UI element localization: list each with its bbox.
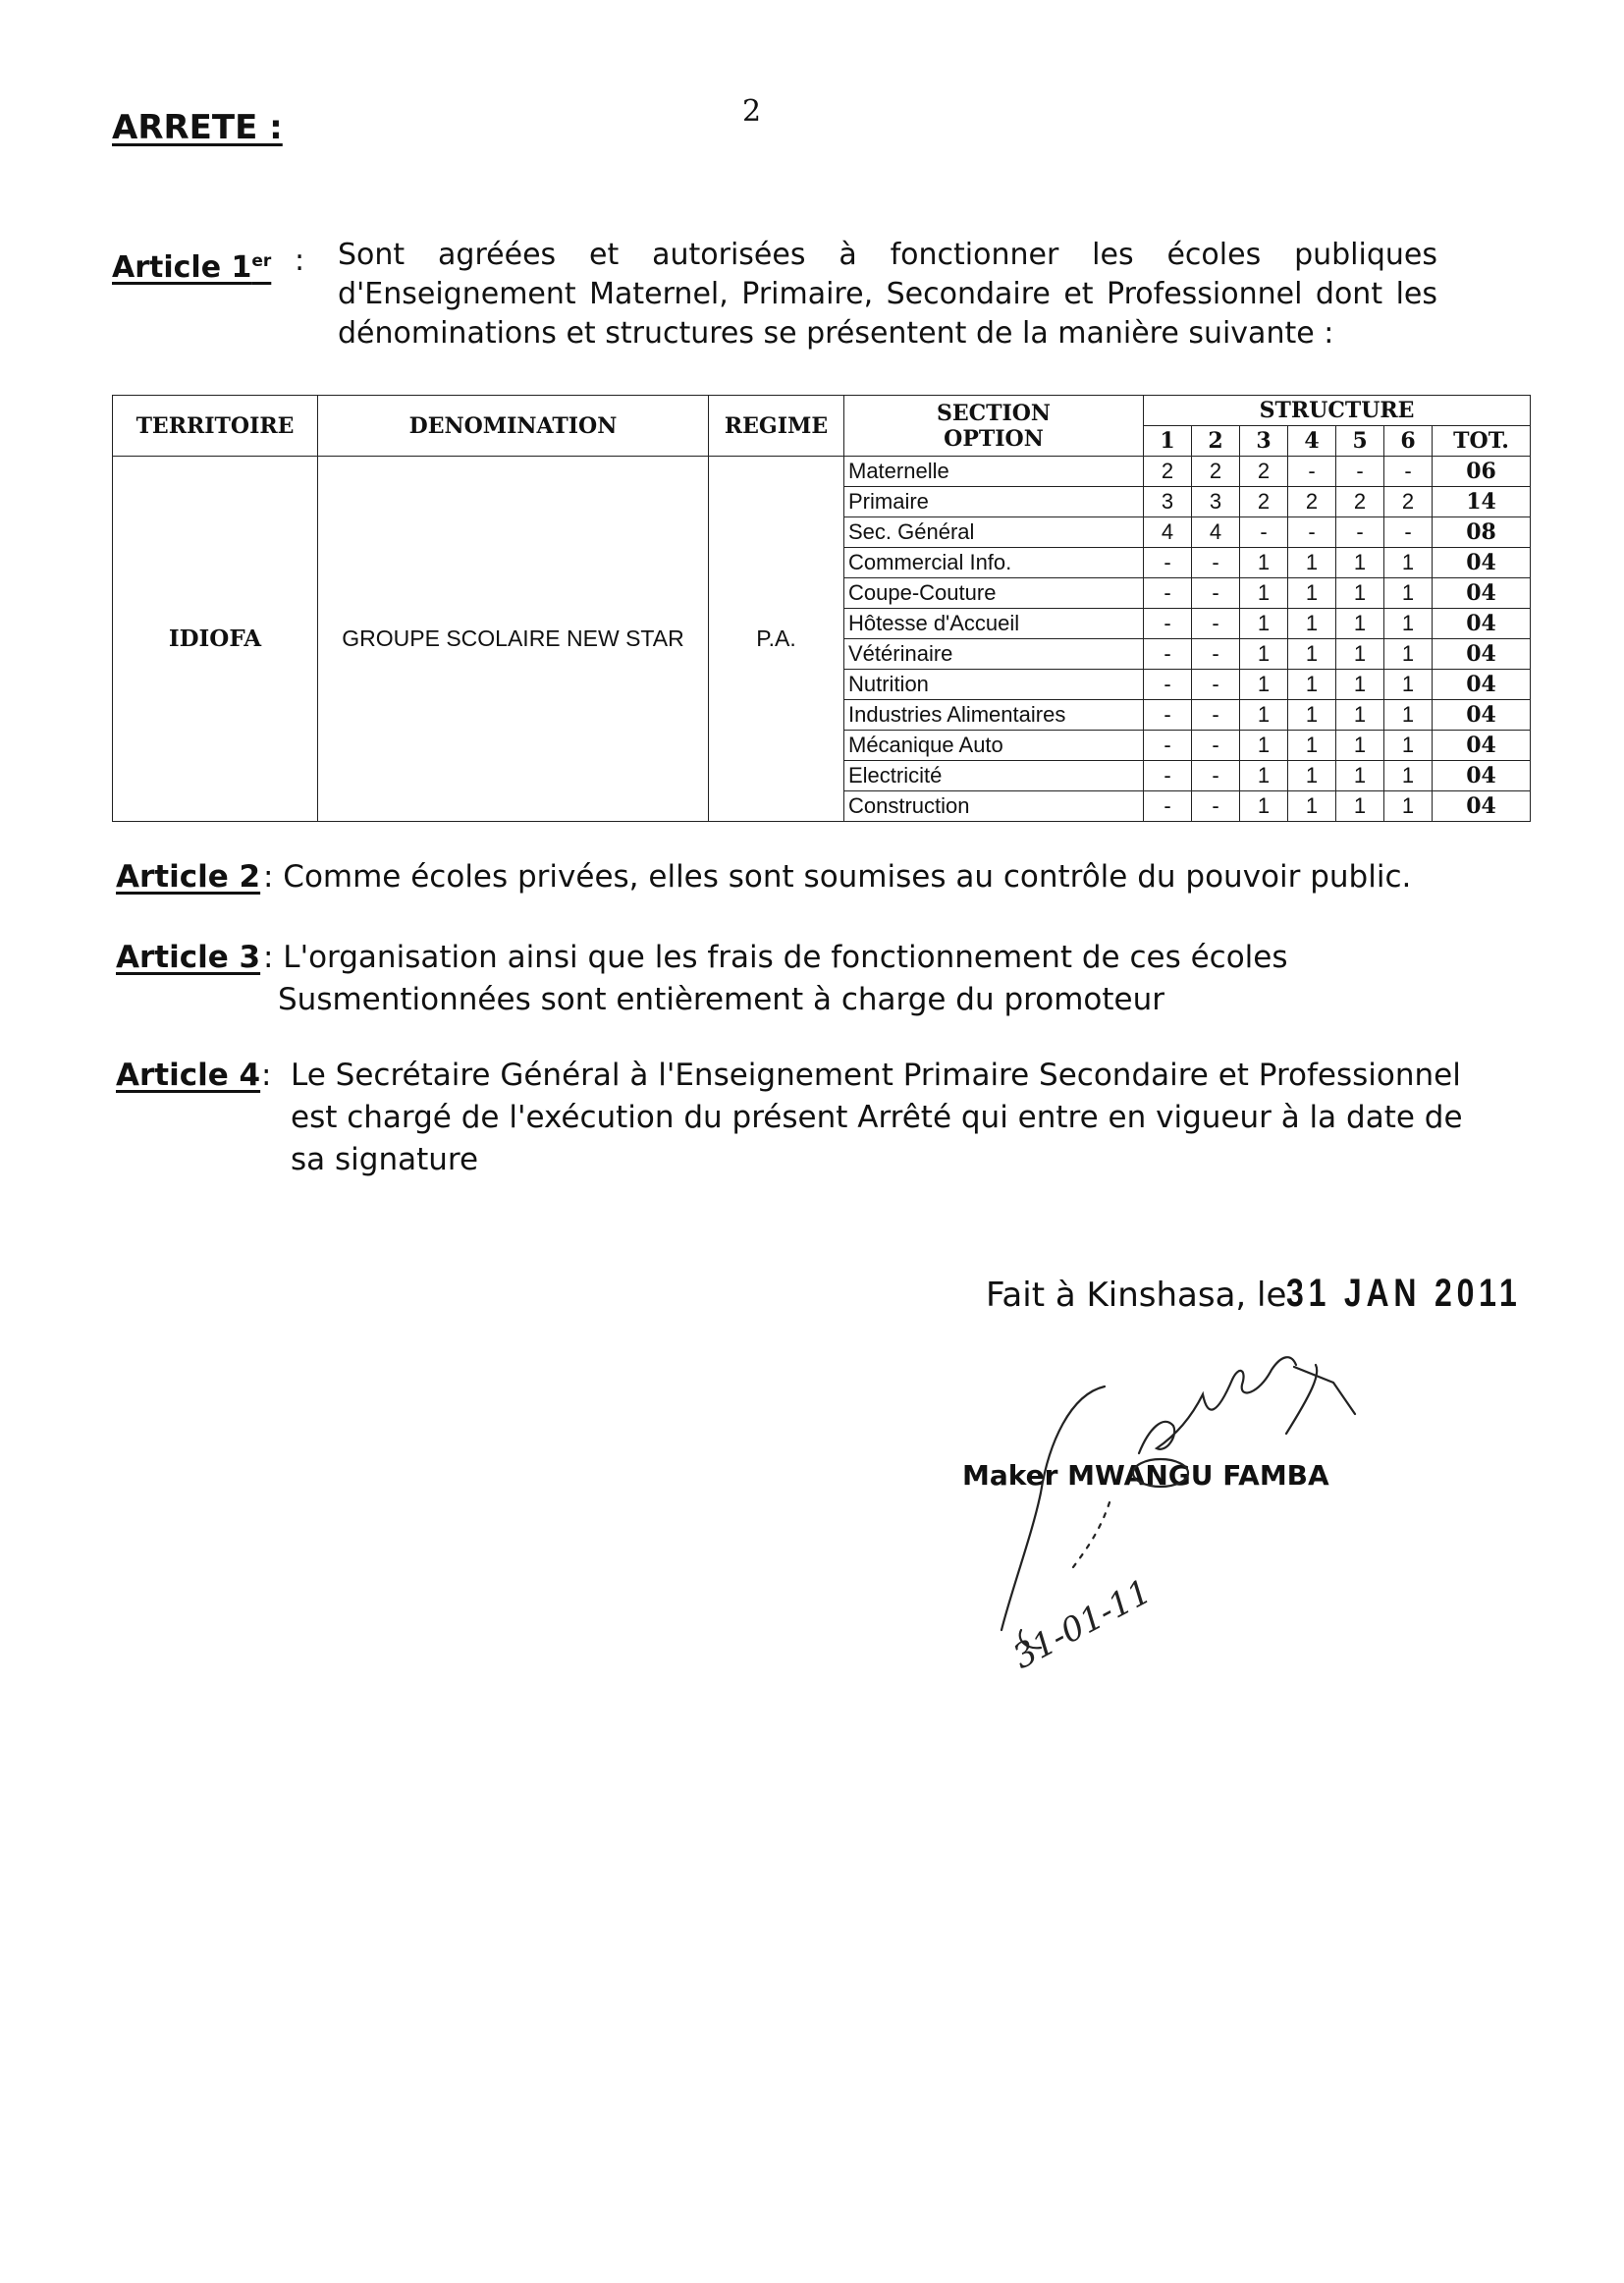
value-cell: - bbox=[1336, 517, 1384, 548]
value-cell: 2 bbox=[1288, 487, 1336, 517]
value-cell: 4 bbox=[1192, 517, 1240, 548]
value-cell: - bbox=[1240, 517, 1288, 548]
article-2-text: : Comme écoles privées, elles sont soumises au contrôle du pouvoir public. bbox=[263, 859, 1412, 895]
header-section: SECTION bbox=[936, 400, 1052, 426]
header-col-3: 3 bbox=[1240, 426, 1288, 457]
signature-stroke bbox=[1001, 1386, 1105, 1630]
value-cell: 1 bbox=[1384, 761, 1433, 791]
value-cell: 1 bbox=[1240, 670, 1288, 700]
value-cell: - bbox=[1192, 670, 1240, 700]
value-cell: - bbox=[1384, 517, 1433, 548]
total-cell: 04 bbox=[1433, 791, 1531, 822]
value-cell: 1 bbox=[1240, 791, 1288, 822]
article-3-line-2: Susmentionnées sont entièrement à charge du promoteur bbox=[278, 982, 1164, 1017]
header-col-6: 6 bbox=[1384, 426, 1433, 457]
value-cell: - bbox=[1288, 457, 1336, 487]
value-cell: - bbox=[1144, 548, 1192, 578]
value-cell: 1 bbox=[1288, 639, 1336, 670]
article-1-colon: : bbox=[295, 244, 305, 278]
section-cell: Maternelle bbox=[844, 457, 1144, 487]
total-cell: 04 bbox=[1433, 578, 1531, 609]
section-cell: Hôtesse d'Accueil bbox=[844, 609, 1144, 639]
section-cell: Commercial Info. bbox=[844, 548, 1144, 578]
section-cell: Vétérinaire bbox=[844, 639, 1144, 670]
value-cell: 1 bbox=[1288, 731, 1336, 761]
value-cell: 1 bbox=[1240, 609, 1288, 639]
total-cell: 04 bbox=[1433, 761, 1531, 791]
value-cell: 1 bbox=[1384, 670, 1433, 700]
value-cell: 1 bbox=[1288, 609, 1336, 639]
value-cell: 1 bbox=[1384, 548, 1433, 578]
value-cell: - bbox=[1192, 609, 1240, 639]
value-cell: 1 bbox=[1288, 578, 1336, 609]
article-1-text: Sont agréées et autorisées à fonctionner les écoles publiques d'Enseignement Maternel, Primaire, Secondaire et Professionnel dont les dénominations et structures se présentent de la manière suivante : bbox=[338, 238, 1437, 351]
document-heading: ARRETE : bbox=[112, 108, 283, 147]
value-cell: - bbox=[1144, 609, 1192, 639]
section-cell: Electricité bbox=[844, 761, 1144, 791]
value-cell: - bbox=[1192, 700, 1240, 731]
value-cell: - bbox=[1144, 639, 1192, 670]
value-cell: 1 bbox=[1336, 731, 1384, 761]
value-cell: - bbox=[1192, 791, 1240, 822]
value-cell: - bbox=[1192, 761, 1240, 791]
value-cell: 1 bbox=[1384, 578, 1433, 609]
value-cell: 1 bbox=[1336, 578, 1384, 609]
value-cell: - bbox=[1384, 457, 1433, 487]
value-cell: 1 bbox=[1336, 670, 1384, 700]
value-cell: 1 bbox=[1240, 761, 1288, 791]
value-cell: - bbox=[1144, 670, 1192, 700]
value-cell: - bbox=[1144, 578, 1192, 609]
value-cell: 1 bbox=[1384, 791, 1433, 822]
value-cell: 1 bbox=[1384, 731, 1433, 761]
section-cell: Nutrition bbox=[844, 670, 1144, 700]
header-col-total: TOT. bbox=[1433, 426, 1531, 457]
signatory-name: Maker MWANGU FAMBA bbox=[962, 1459, 1329, 1492]
handwritten-date: 31-01-11 bbox=[1006, 1571, 1159, 1677]
section-cell: Primaire bbox=[844, 487, 1144, 517]
value-cell: 1 bbox=[1336, 791, 1384, 822]
article-3-line-1: : L'organisation ainsi que les frais de fonctionnement de ces écoles bbox=[263, 940, 1288, 975]
value-cell: 3 bbox=[1144, 487, 1192, 517]
value-cell: 2 bbox=[1336, 487, 1384, 517]
value-cell: 1 bbox=[1336, 609, 1384, 639]
total-cell: 04 bbox=[1433, 639, 1531, 670]
section-cell: Coupe-Couture bbox=[844, 578, 1144, 609]
value-cell: - bbox=[1336, 457, 1384, 487]
total-cell: 04 bbox=[1433, 670, 1531, 700]
article-4-line-2: est chargé de l'exécution du présent Arrêté qui entre en vigueur à la date de bbox=[291, 1100, 1463, 1135]
value-cell: 1 bbox=[1288, 670, 1336, 700]
value-cell: 1 bbox=[1336, 700, 1384, 731]
total-cell: 06 bbox=[1433, 457, 1531, 487]
total-cell: 04 bbox=[1433, 609, 1531, 639]
section-cell: Industries Alimentaires bbox=[844, 700, 1144, 731]
value-cell: 1 bbox=[1240, 731, 1288, 761]
header-regime: REGIME bbox=[709, 396, 844, 457]
section-cell: Mécanique Auto bbox=[844, 731, 1144, 761]
value-cell: 1 bbox=[1384, 609, 1433, 639]
date-stamp: 31 JAN 2011 bbox=[1286, 1272, 1523, 1315]
article-4-line-1: Le Secrétaire Général à l'Enseignement Primaire Secondaire et Professionnel bbox=[291, 1058, 1461, 1093]
total-cell: 04 bbox=[1433, 700, 1531, 731]
value-cell: 1 bbox=[1240, 639, 1288, 670]
value-cell: - bbox=[1192, 548, 1240, 578]
total-cell: 08 bbox=[1433, 517, 1531, 548]
header-col-5: 5 bbox=[1336, 426, 1384, 457]
value-cell: 1 bbox=[1288, 761, 1336, 791]
total-cell: 04 bbox=[1433, 548, 1531, 578]
value-cell: 1 bbox=[1288, 700, 1336, 731]
article-4-line-3: sa signature bbox=[291, 1142, 479, 1177]
value-cell: 4 bbox=[1144, 517, 1192, 548]
value-cell: 2 bbox=[1384, 487, 1433, 517]
signature-place: Fait à Kinshasa, le bbox=[986, 1276, 1287, 1315]
value-cell: 1 bbox=[1336, 761, 1384, 791]
denomination-cell: GROUPE SCOLAIRE NEW STAR bbox=[318, 457, 709, 822]
value-cell: 2 bbox=[1240, 487, 1288, 517]
value-cell: 2 bbox=[1144, 457, 1192, 487]
value-cell: 1 bbox=[1240, 700, 1288, 731]
value-cell: - bbox=[1192, 639, 1240, 670]
header-structure: STRUCTURE bbox=[1144, 396, 1531, 426]
value-cell: 2 bbox=[1240, 457, 1288, 487]
value-cell: 1 bbox=[1240, 578, 1288, 609]
value-cell: - bbox=[1144, 791, 1192, 822]
value-cell: - bbox=[1192, 731, 1240, 761]
header-col-4: 4 bbox=[1288, 426, 1336, 457]
value-cell: - bbox=[1144, 761, 1192, 791]
regime-cell: P.A. bbox=[709, 457, 844, 822]
article-2-label: Article 2 bbox=[116, 859, 261, 895]
value-cell: 1 bbox=[1288, 791, 1336, 822]
signature-stroke bbox=[1070, 1502, 1110, 1571]
value-cell: 1 bbox=[1288, 548, 1336, 578]
signature-stroke bbox=[1139, 1357, 1296, 1453]
value-cell: 1 bbox=[1384, 639, 1433, 670]
value-cell: - bbox=[1144, 731, 1192, 761]
value-cell: 1 bbox=[1384, 700, 1433, 731]
value-cell: 3 bbox=[1192, 487, 1240, 517]
header-territoire: TERRITOIRE bbox=[113, 396, 318, 457]
value-cell: - bbox=[1144, 700, 1192, 731]
section-cell: Sec. Général bbox=[844, 517, 1144, 548]
signature-loop bbox=[1133, 1459, 1188, 1487]
header-option: OPTION bbox=[944, 425, 1044, 452]
value-cell: 1 bbox=[1336, 548, 1384, 578]
page-number: 2 bbox=[742, 94, 762, 129]
value-cell: 1 bbox=[1336, 639, 1384, 670]
value-cell: 1 bbox=[1240, 548, 1288, 578]
value-cell: - bbox=[1192, 578, 1240, 609]
article-3-label: Article 3 bbox=[116, 940, 261, 975]
value-cell: - bbox=[1288, 517, 1336, 548]
header-col-2: 2 bbox=[1192, 426, 1240, 457]
territoire-cell: IDIOFA bbox=[113, 457, 318, 822]
section-cell: Construction bbox=[844, 791, 1144, 822]
value-cell: 2 bbox=[1192, 457, 1240, 487]
header-col-1: 1 bbox=[1144, 426, 1192, 457]
article-4-label: Article 4 bbox=[116, 1058, 261, 1093]
total-cell: 04 bbox=[1433, 731, 1531, 761]
header-denomination: DENOMINATION bbox=[318, 396, 709, 457]
article-1-label: Article 1er bbox=[112, 250, 272, 285]
article-4-colon: : bbox=[261, 1058, 272, 1093]
total-cell: 14 bbox=[1433, 487, 1531, 517]
